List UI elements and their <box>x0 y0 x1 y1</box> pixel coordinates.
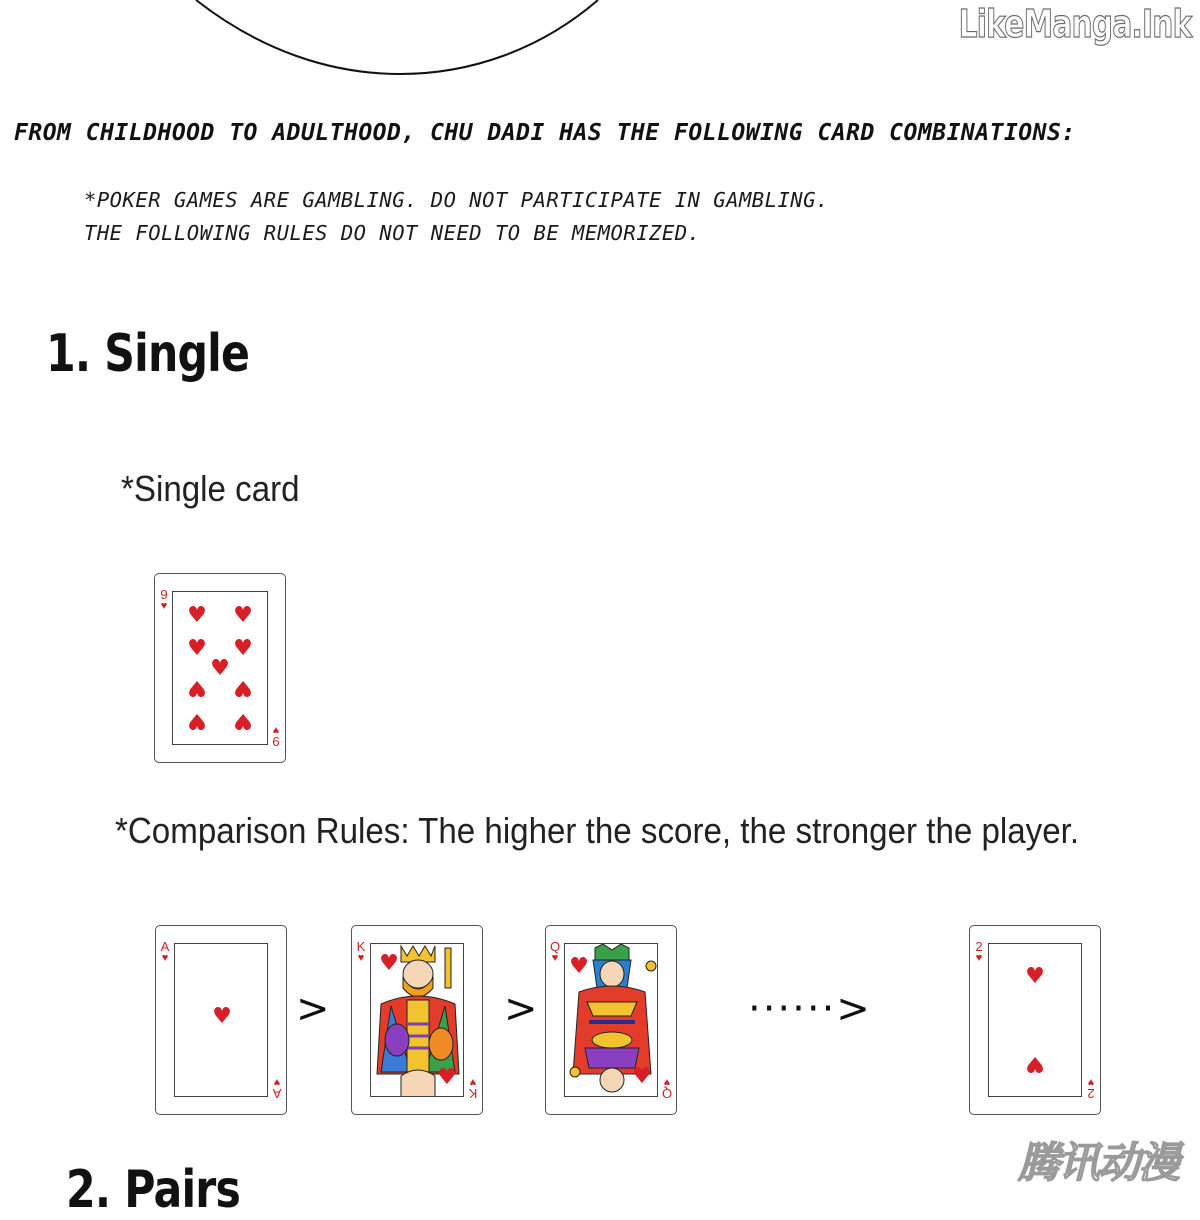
caption-text: FROM CHILDHOOD TO ADULTHOOD, CHU DADI HAS THE FOLLOWING CARD COMBINATIONS: <box>14 120 1076 146</box>
heart-icon: ♥ <box>187 636 207 661</box>
heart-icon: ♥ <box>379 951 399 976</box>
watermark-text: LikeManga.Ink <box>959 2 1192 46</box>
heart-icon: ♥ <box>187 708 207 733</box>
heart-icon: ♥ <box>233 708 253 733</box>
card-index-bottom: Q ♥ <box>661 1076 673 1101</box>
heart-icon: ♥ <box>233 675 253 700</box>
card-index-bottom: 9 ♥ <box>272 724 280 749</box>
heart-icon: ♥ <box>569 954 589 979</box>
card-index-bottom: K ♥ <box>468 1076 478 1101</box>
heart-icon: ♥ <box>210 656 230 681</box>
card-index-top: Q ♥ <box>549 939 561 964</box>
card-nine-hearts <box>154 573 286 763</box>
card-king-hearts <box>351 925 483 1115</box>
heart-icon: ♥ <box>233 603 253 628</box>
heart-icon: ♥ <box>187 675 207 700</box>
gambling-note: *POKER GAMES ARE GAMBLING. DO NOT PARTICIPATE IN GAMBLING. <box>84 188 829 212</box>
memorize-note: THE FOLLOWING RULES DO NOT NEED TO BE MEMORIZED. <box>84 221 701 245</box>
heart-icon: ♥ <box>632 1064 652 1089</box>
heart-icon: ♥ <box>187 603 207 628</box>
card-index-top: 9 ♥ <box>160 587 168 612</box>
card-index-top: K ♥ <box>356 939 366 964</box>
card-index-bottom: A ♥ <box>272 1076 282 1101</box>
greater-than-symbol: > <box>504 986 538 1032</box>
card-index-top: 2 ♥ <box>975 939 983 964</box>
comparison-rules-label: *Comparison Rules: The higher the score, the stronger the player. <box>115 810 1080 851</box>
card-index-top: A ♥ <box>160 939 170 964</box>
greater-than-symbol: > <box>296 986 330 1032</box>
single-card-label: *Single card <box>121 468 300 509</box>
heart-icon: ♥ <box>1025 964 1045 989</box>
section-heading-pairs: 2. Pairs <box>66 1160 241 1220</box>
section-heading-single: 1. Single <box>46 324 250 384</box>
card-index-bottom: 2 ♥ <box>1087 1076 1095 1101</box>
speech-bubble <box>0 0 700 90</box>
card-ace-hearts <box>155 925 287 1115</box>
heart-icon: ♥ <box>233 636 253 661</box>
ellipsis-arrow: ······> <box>748 986 872 1032</box>
card-two-hearts <box>969 925 1101 1115</box>
heart-icon: ♥ <box>1025 1051 1045 1076</box>
publisher-logo: 腾讯动漫 <box>1017 1138 1178 1187</box>
card-queen-hearts <box>545 925 677 1115</box>
heart-icon: ♥ <box>212 1004 232 1029</box>
heart-icon: ♥ <box>437 1065 457 1090</box>
